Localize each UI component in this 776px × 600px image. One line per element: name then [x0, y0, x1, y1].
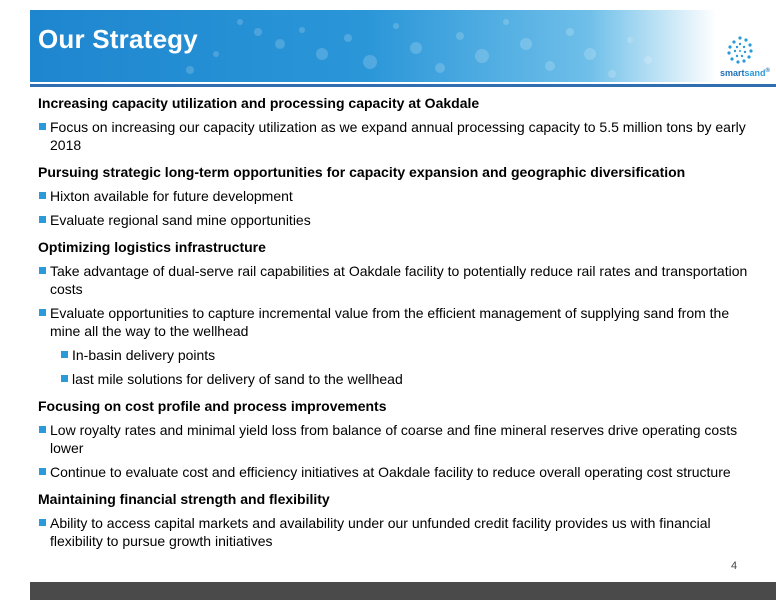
- strategy-content: [38, 94, 748, 559]
- section-heading: Increasing capacity utilization and processing capacity at Oakdale: [38, 95, 480, 111]
- section-expansion: [38, 163, 748, 229]
- section-heading: Focusing on cost profile and process improvements: [38, 398, 387, 414]
- list-item: Continue to evaluate cost and efficiency initiatives at Oakdale facility to reduce overall operating cost structure: [38, 463, 748, 481]
- section-logistics: [38, 238, 748, 388]
- section-heading: Maintaining financial strength and flexibility: [38, 491, 330, 507]
- square-bullet-icon: [39, 216, 46, 223]
- square-bullet-icon: [39, 309, 46, 316]
- list-item: Ability to access capital markets and availability under our unfunded credit facility provides us with financial flexibility to pursue growth initiatives: [38, 514, 748, 550]
- list-item: Focus on increasing our capacity utilization as we expand annual processing capacity to 5.5 million tons by early 2018: [38, 118, 748, 154]
- section-heading: Optimizing logistics infrastructure: [38, 239, 266, 255]
- square-bullet-icon: [39, 267, 46, 274]
- slide-title: Our Strategy: [38, 24, 198, 54]
- list-item: Take advantage of dual-serve rail capabilities at Oakdale facility to potentially reduce rail rates and transportation costs: [38, 262, 748, 298]
- square-bullet-icon: [39, 426, 46, 433]
- section-cost-profile: [38, 397, 748, 481]
- square-bullet-icon: [39, 123, 46, 130]
- slide-header: [30, 10, 776, 82]
- square-bullet-icon: [61, 375, 68, 382]
- section-heading: Pursuing strategic long-term opportunities for capacity expansion and geographic diversification: [38, 164, 686, 180]
- header-divider: [30, 84, 776, 87]
- sub-list-item: In-basin delivery points: [60, 346, 748, 364]
- smartsand-logo: [720, 32, 776, 82]
- list-item: Evaluate regional sand mine opportunities: [38, 211, 748, 229]
- logo-swirl-icon: [720, 32, 760, 68]
- square-bullet-icon: [39, 468, 46, 475]
- logo-wordmark: smartsand®: [720, 68, 770, 78]
- section-capacity: [38, 94, 748, 154]
- page-number: 4: [731, 560, 738, 572]
- footer-bar: [30, 582, 776, 600]
- square-bullet-icon: [39, 192, 46, 199]
- section-financial: [38, 490, 748, 550]
- list-item: Hixton available for future development: [38, 187, 748, 205]
- list-item: Evaluate opportunities to capture incremental value from the efficient management of supplying sand from the mine all the way to the wellhead: [38, 304, 748, 340]
- square-bullet-icon: [61, 351, 68, 358]
- list-item: Low royalty rates and minimal yield loss from balance of coarse and fine mineral reserves drive operating costs lower: [38, 421, 748, 457]
- sub-list-item: last mile solutions for delivery of sand to the wellhead: [60, 370, 748, 388]
- square-bullet-icon: [39, 519, 46, 526]
